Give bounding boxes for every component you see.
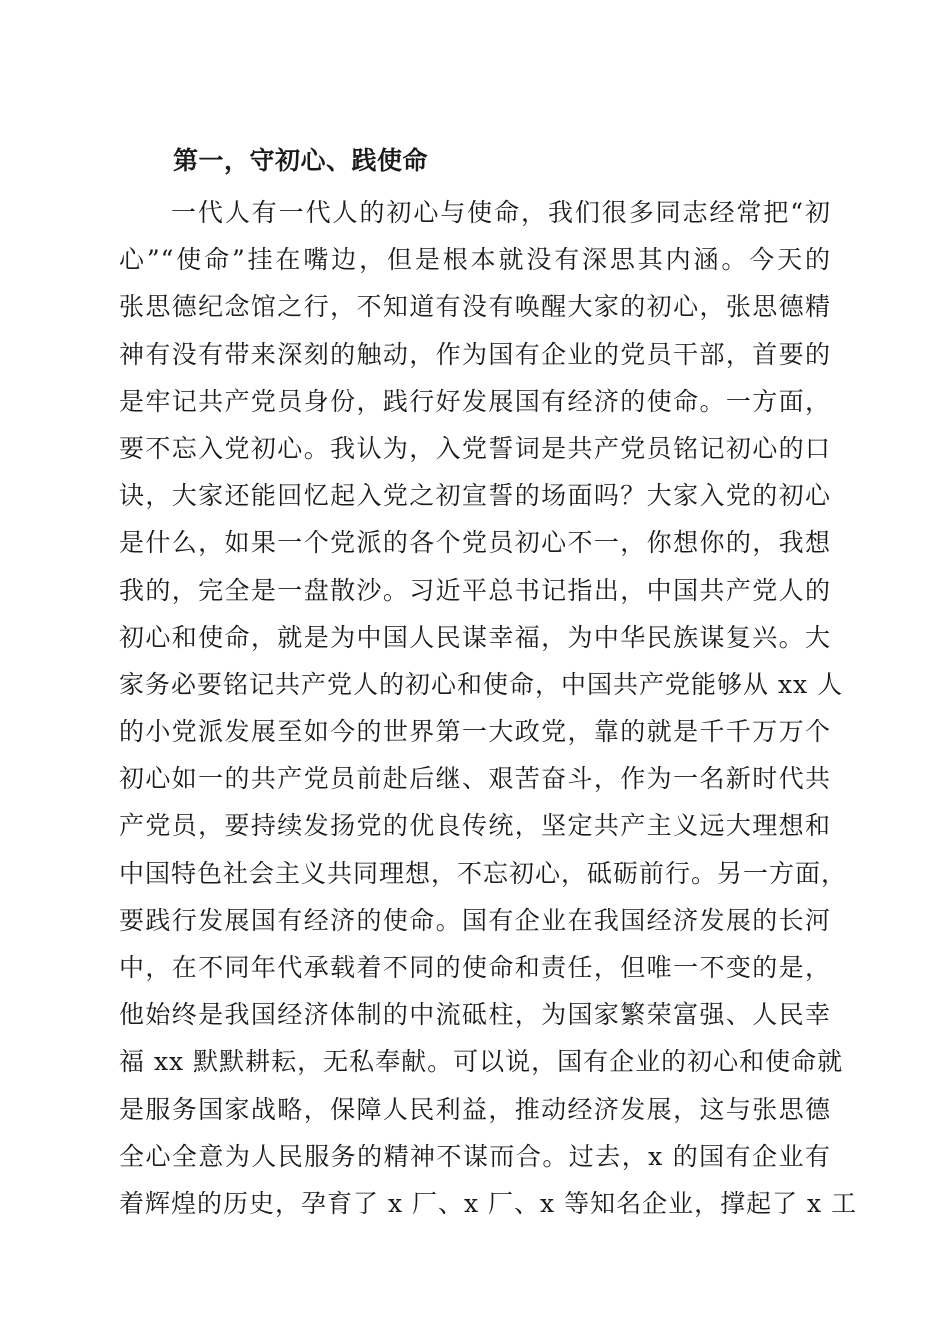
text-line: 全心全意为人民服务的精神不谋而合。过去，x 的国有企业有 [119, 1141, 831, 1171]
text-line: 张思德纪念馆之行，不知道有没有唤醒大家的初心，张思德精 [119, 292, 831, 322]
text-line: 我的，完全是一盘散沙。习近平总书记指出，中国共产党人的 [119, 575, 831, 605]
text-line: 初心和使命，就是为中国人民谋幸福，为中华民族谋复兴。大 [119, 622, 831, 652]
text-line: 要不忘入党初心。我认为，入党誓词是共产党员铭记初心的口 [119, 433, 831, 463]
text-line: 要践行发展国有经济的使命。国有企业在我国经济发展的长河 [119, 905, 831, 935]
text-line: 是什么，如果一个党派的各个党员初心不一，你想你的，我想 [119, 528, 831, 558]
text-line: 是服务国家战略，保障人民利益，推动经济发展，这与张思德 [119, 1094, 831, 1124]
text-line: 神有没有带来深刻的触动，作为国有企业的党员干部，首要的 [119, 339, 831, 369]
text-line: 初心如一的共产党员前赴后继、艰苦奋斗，作为一名新时代共 [119, 764, 831, 794]
text-line: 诀，大家还能回忆起入党之初宣誓的场面吗？大家入党的初心 [119, 481, 831, 511]
text-line: 产党员，要持续发扬党的优良传统，坚定共产主义远大理想和 [119, 811, 831, 841]
text-line: 心”“使命”挂在嘴边，但是根本就没有深思其内涵。今天的 [119, 245, 831, 275]
text-line: 他始终是我国经济体制的中流砥柱，为国家繁荣富强、人民幸 [119, 1000, 831, 1030]
section-heading: 第一，守初心、践使命 [173, 146, 429, 175]
text-line: 着辉煌的历史，孕育了 x 厂、x 厂、x 等知名企业，撑起了 x 工 [119, 1188, 858, 1218]
text-line: 中，在不同年代承载着不同的使命和责任，但唯一不变的是， [119, 953, 831, 982]
text-line: 中国特色社会主义共同理想，不忘初心，砥砺前行。另一方面， [119, 858, 848, 888]
text-line: 福 xx 默默耕耘，无私奉献。可以说，国有企业的初心和使命就 [119, 1047, 844, 1077]
text-line: 是牢记共产党员身份，践行好发展国有经济的使命。一方面， [119, 386, 831, 416]
body-paragraph [119, 189, 858, 1227]
text-line: 的小党派发展至如今的世界第一大政党，靠的就是千千万万个 [119, 717, 831, 747]
text-line: 一代人有一代人的初心与使命，我们很多同志经常把“初 [171, 198, 831, 227]
text-line: 家务必要铭记共产党人的初心和使命，中国共产党能够从 xx 人 [119, 669, 844, 699]
